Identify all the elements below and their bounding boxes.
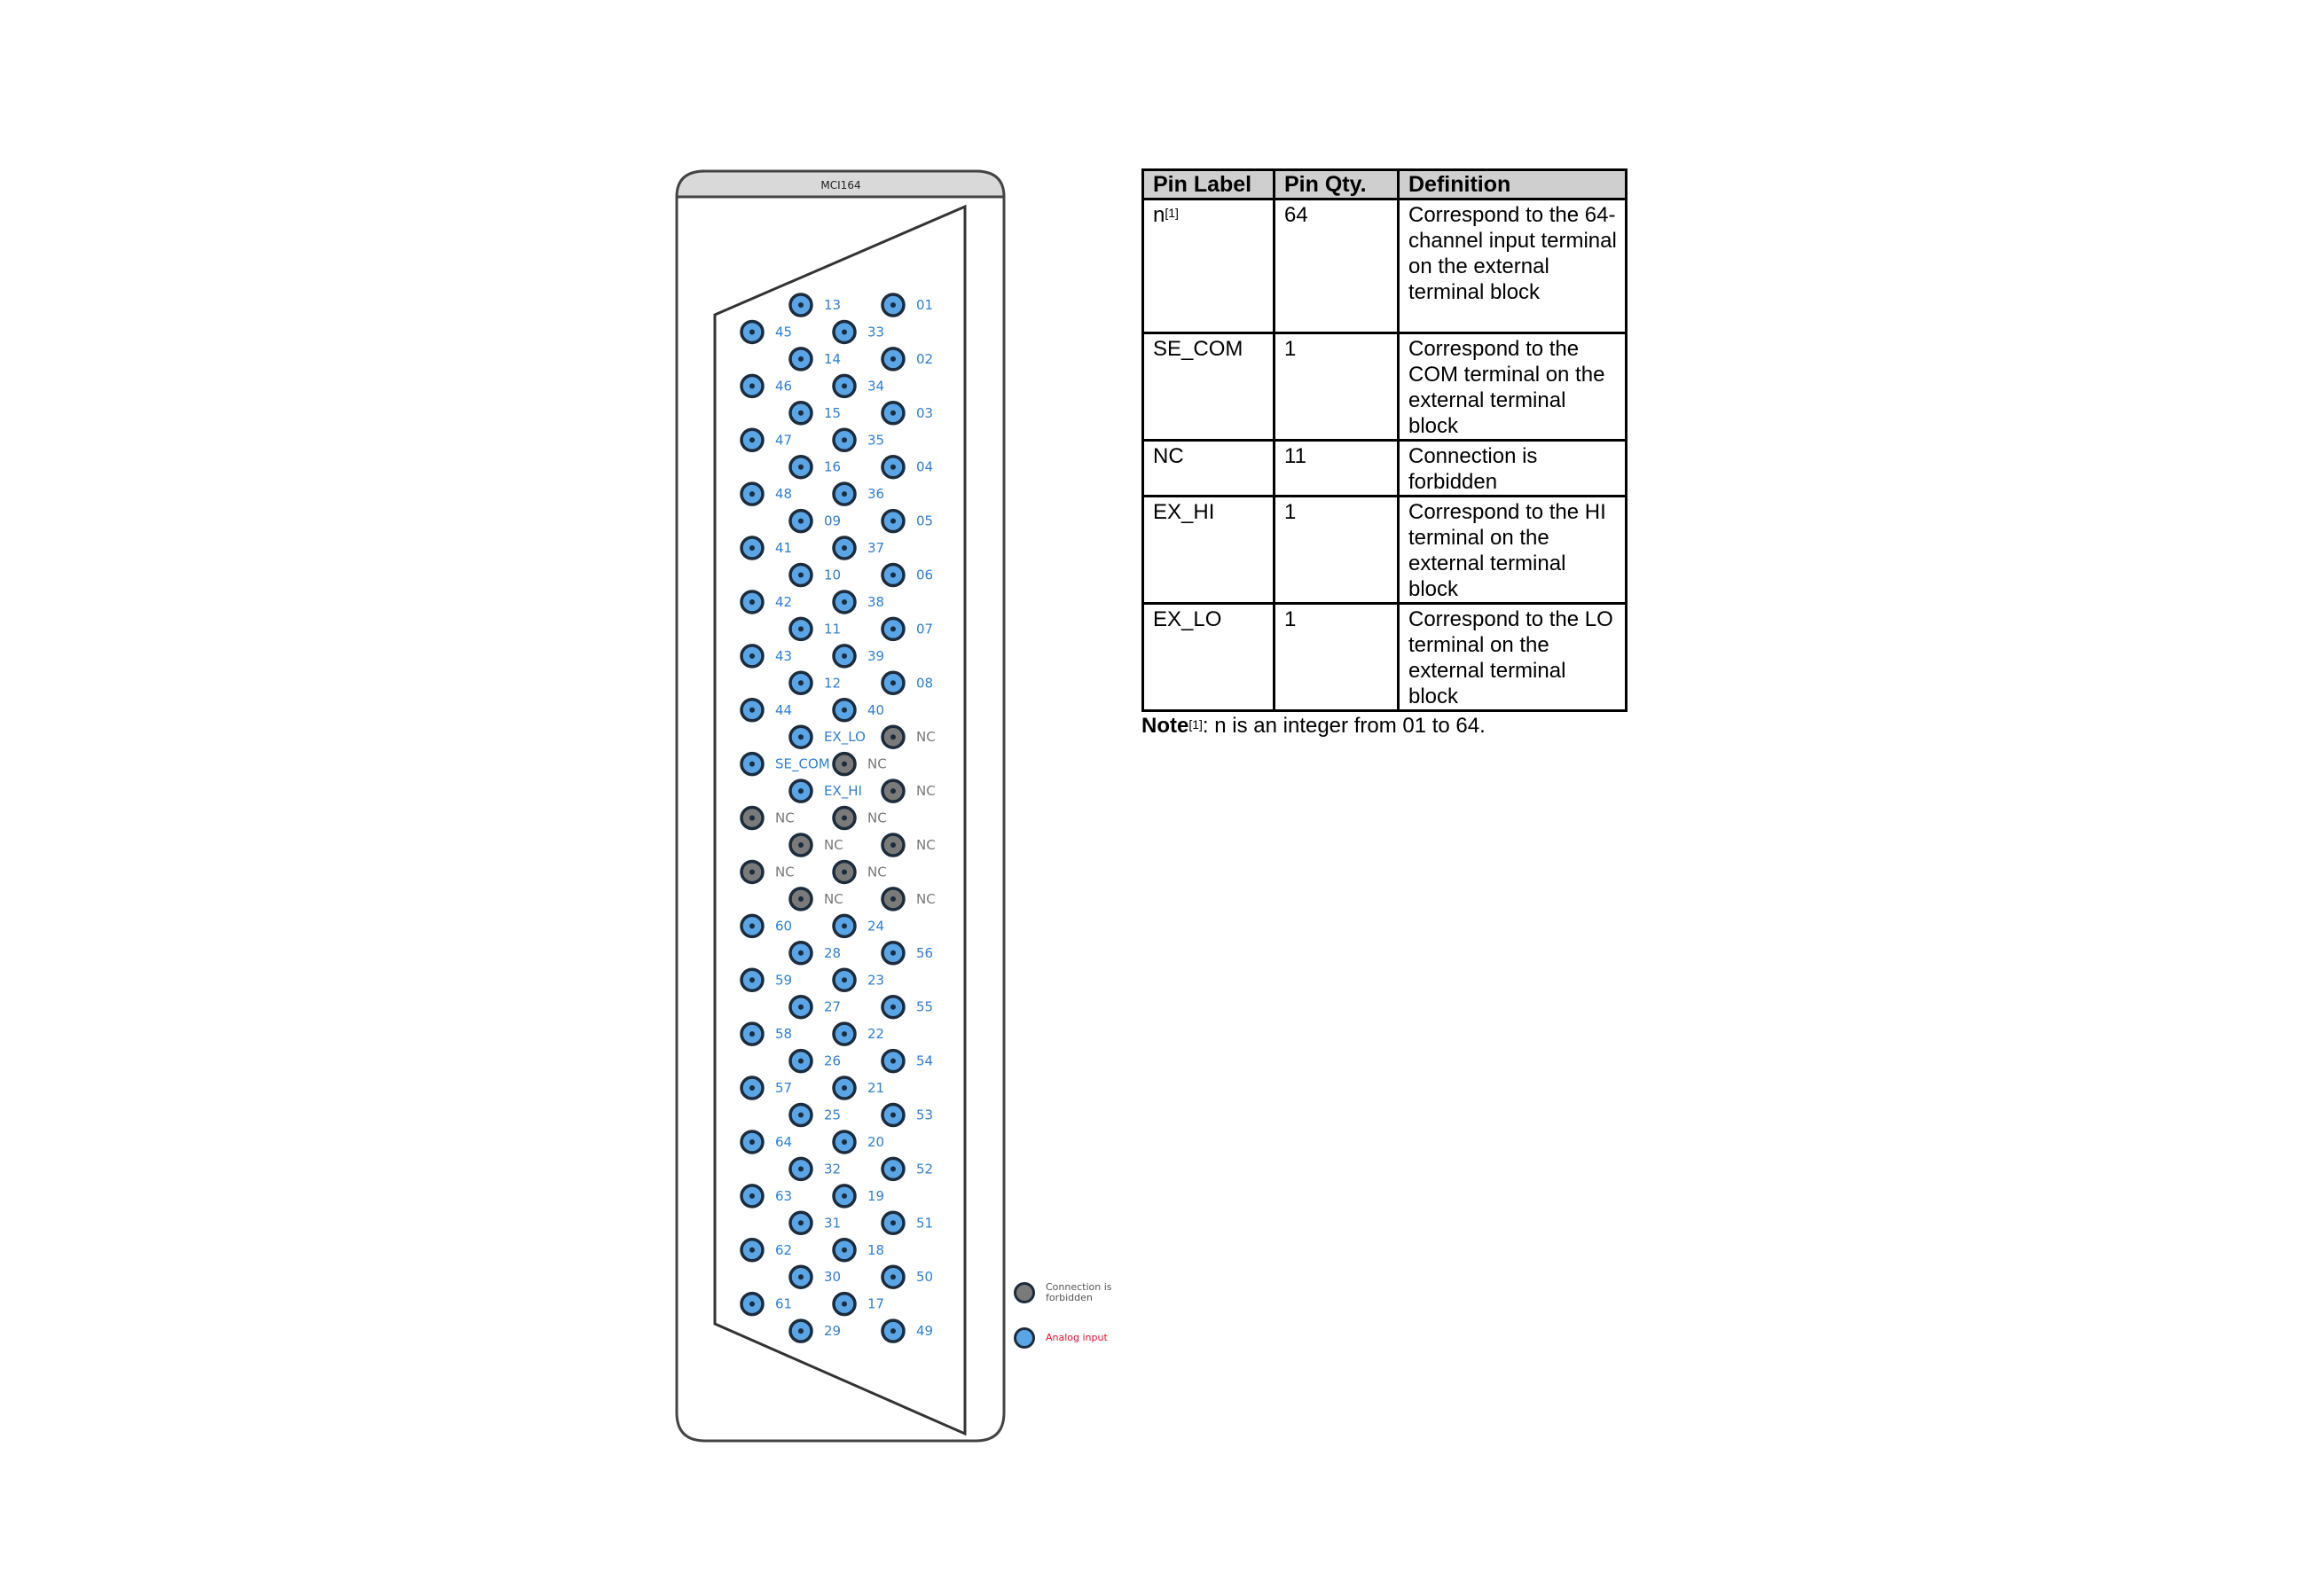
pin-label: NC	[867, 864, 887, 880]
table-header-row	[1143, 170, 1627, 200]
pin-center	[842, 599, 847, 605]
pin-center	[749, 491, 755, 497]
pin-label: 52	[916, 1161, 934, 1177]
pin-center	[798, 1059, 804, 1064]
pin-label: 42	[775, 593, 793, 610]
pin-label: 32	[824, 1161, 842, 1177]
pin-label: 49	[916, 1323, 934, 1340]
pin-label: 21	[867, 1080, 885, 1097]
pin-label: 40	[867, 701, 885, 718]
pin-label: 05	[916, 512, 934, 529]
pin-center	[798, 1005, 804, 1010]
cell-definition: Connection is forbidden	[1399, 441, 1627, 497]
pin-center	[842, 1085, 847, 1091]
pin-center	[890, 951, 896, 956]
pin-center	[749, 383, 755, 388]
pin-label: 64	[775, 1133, 793, 1150]
pin-center	[749, 1248, 755, 1253]
pin-label: NC	[824, 837, 843, 853]
cell-definition: Correspond to the HI terminal on the external terminal block	[1399, 497, 1627, 604]
pin-center	[842, 383, 847, 388]
cell-definition: Correspond to the 64-channel input terminal on the external terminal block	[1399, 200, 1627, 333]
pin-center	[842, 1193, 847, 1199]
pin-label: 62	[775, 1241, 793, 1258]
pin-center	[890, 1166, 896, 1171]
pin-center	[890, 1220, 896, 1225]
pin-center	[890, 356, 896, 362]
table-row	[1143, 333, 1627, 441]
pin-label: 57	[775, 1080, 793, 1097]
pin-definition-table-wrap	[1141, 168, 1625, 739]
pin-center	[798, 1166, 804, 1171]
pin-center	[798, 734, 804, 739]
pin-center	[890, 788, 896, 794]
pin-label: NC	[775, 864, 795, 880]
pin-center	[890, 465, 896, 470]
cell-pin-label: EX_HI	[1143, 497, 1275, 604]
pin-label: 07	[916, 621, 934, 638]
pin-label: 06	[916, 567, 934, 583]
pin-label: 58	[775, 1026, 793, 1043]
pin-center	[842, 762, 847, 767]
pin-label: 23	[867, 972, 885, 989]
pin-label: 24	[867, 918, 885, 935]
pin-label: NC	[867, 755, 887, 772]
pin-center	[842, 1139, 847, 1145]
cell-definition: Correspond to the COM terminal on the external terminal block	[1399, 333, 1627, 441]
pin-label: NC	[916, 837, 936, 853]
pin-center	[749, 1085, 755, 1091]
pin-center	[890, 1059, 896, 1064]
cell-pin-label: EX_LO	[1143, 604, 1275, 711]
pin-label: NC	[867, 810, 887, 826]
pin-center	[798, 896, 804, 902]
pin-center	[749, 599, 755, 605]
pin-center	[798, 1113, 804, 1118]
pin-label: 33	[867, 324, 885, 340]
pin-label: 38	[867, 593, 885, 610]
cell-pin-qty: 1	[1275, 604, 1399, 711]
pin-label: 27	[824, 998, 842, 1015]
pin-center	[890, 519, 896, 524]
pin-label: 47	[775, 432, 793, 449]
pin-label: NC	[916, 783, 936, 800]
note-label: Note	[1141, 714, 1189, 738]
cell-definition: Correspond to the LO terminal on the external terminal block	[1399, 604, 1627, 711]
pin-center	[842, 869, 847, 874]
legend-nc-label: Connection is forbidden	[1046, 1281, 1112, 1303]
note-text: : n is an integer from 01 to 64.	[1202, 714, 1486, 738]
pin-center	[749, 708, 755, 713]
pin-label: 02	[916, 350, 934, 367]
pin-center	[798, 519, 804, 524]
note-sup: [1]	[1188, 717, 1203, 732]
pin-label: 28	[824, 944, 842, 961]
header-pin-label: Pin Label	[1143, 170, 1275, 200]
pin-center	[798, 465, 804, 470]
pin-label: 31	[824, 1215, 842, 1232]
pin-label: 37	[867, 540, 885, 557]
pin-label: 22	[867, 1026, 885, 1043]
pin-center	[798, 626, 804, 631]
pin-center	[798, 788, 804, 794]
pin-center	[842, 816, 847, 821]
cell-pin-label: NC	[1143, 441, 1275, 497]
pin-label: 30	[824, 1269, 842, 1286]
pin-label: 61	[775, 1295, 793, 1312]
pin-label: EX_HI	[824, 783, 862, 800]
pin-center	[749, 1139, 755, 1145]
pin-center	[890, 411, 896, 416]
pin-center	[798, 1328, 804, 1334]
legend-nc	[1014, 1282, 1134, 1303]
pin-label: 08	[916, 675, 934, 692]
pin-label: 25	[824, 1107, 842, 1123]
pin-center	[749, 329, 755, 334]
pin-center	[798, 356, 804, 362]
pin-center	[890, 1274, 896, 1279]
pin-center	[842, 653, 847, 659]
pin-center	[798, 951, 804, 956]
pin-label: 14	[824, 350, 842, 367]
pin-center	[749, 869, 755, 874]
pin-center	[798, 1220, 804, 1225]
pin-label: 17	[867, 1295, 885, 1312]
cell-pin-qty: 1	[1275, 497, 1399, 604]
pin-center	[749, 977, 755, 982]
pin-center	[749, 816, 755, 821]
pin-center	[749, 762, 755, 767]
pin-label: 55	[916, 998, 934, 1015]
pin-label: 54	[916, 1052, 934, 1069]
pin-label: 04	[916, 458, 934, 475]
pin-label: 39	[867, 647, 885, 664]
pin-center	[842, 545, 847, 551]
cell-pin-label: SE_COM	[1143, 333, 1275, 441]
pin-label: 56	[916, 944, 934, 961]
pin-label: 34	[867, 378, 885, 395]
pin-label: 26	[824, 1052, 842, 1069]
cell-pin-qty: 1	[1275, 333, 1399, 441]
pin-center	[842, 329, 847, 334]
pin-label: NC	[775, 810, 795, 826]
pin-center	[842, 708, 847, 713]
pin-center	[842, 923, 847, 928]
pin-center	[798, 1274, 804, 1279]
pin-center	[890, 1328, 896, 1334]
pin-center	[842, 491, 847, 497]
pin-center	[798, 411, 804, 416]
pin-center	[842, 1248, 847, 1253]
pin-label: 60	[775, 918, 793, 935]
pin-center	[749, 923, 755, 928]
table-row	[1143, 604, 1627, 711]
table-row	[1143, 200, 1627, 333]
pin-label: 44	[775, 701, 793, 718]
pin-label: SE_COM	[775, 755, 830, 772]
header-definition: Definition	[1399, 170, 1627, 200]
pin-center	[890, 842, 896, 848]
pin-center	[890, 1005, 896, 1010]
pin-center	[798, 302, 804, 308]
pin-center	[890, 680, 896, 685]
pin-center	[890, 1113, 896, 1118]
pin-center	[842, 1031, 847, 1037]
pin-label: NC	[916, 890, 936, 907]
pin-label: 29	[824, 1323, 842, 1340]
pin-center	[890, 573, 896, 578]
pin-label: 19	[867, 1187, 885, 1204]
pin-label: 15	[824, 404, 842, 421]
pin-center	[798, 573, 804, 578]
cell-pin-qty: 64	[1275, 200, 1399, 333]
pin-center	[798, 680, 804, 685]
pin-label: EX_LO	[824, 729, 866, 746]
pin-label: 43	[775, 647, 793, 664]
legend-nc-dot	[1014, 1282, 1035, 1303]
legend-analog-label: Analog input	[1046, 1332, 1108, 1343]
legend-analog	[1014, 1327, 1134, 1349]
pin-label: 10	[824, 567, 842, 583]
pin-center	[890, 302, 896, 308]
cell-pin-qty: 11	[1275, 441, 1399, 497]
pin-label: 45	[775, 324, 793, 340]
pin-label: 12	[824, 675, 842, 692]
connector-title: MCI164	[820, 179, 861, 192]
table-row	[1143, 497, 1627, 604]
pin-label: 63	[775, 1187, 793, 1204]
pin-center	[749, 1302, 755, 1307]
pin-center	[749, 1031, 755, 1037]
pin-label: 11	[824, 621, 842, 638]
pin-center	[890, 626, 896, 631]
legend-analog-dot	[1014, 1327, 1035, 1349]
pin-label: 18	[867, 1241, 885, 1258]
pin-center	[842, 437, 847, 442]
pin-label: 51	[916, 1215, 934, 1232]
pin-center	[749, 653, 755, 659]
pin-center	[749, 437, 755, 442]
pin-center	[842, 977, 847, 982]
pin-definition-table	[1141, 168, 1628, 712]
pin-center	[890, 734, 896, 739]
header-pin-qty: Pin Qty.	[1275, 170, 1399, 200]
pin-center	[842, 1302, 847, 1307]
pin-label: 53	[916, 1107, 934, 1123]
pin-center	[798, 842, 804, 848]
table-row	[1143, 441, 1627, 497]
pin-label: NC	[824, 890, 843, 907]
cell-pin-label: n[1]	[1143, 200, 1275, 333]
pin-label: 36	[867, 486, 885, 503]
pin-label: 13	[824, 297, 842, 313]
pin-label: 01	[916, 297, 934, 313]
pin-label: 46	[775, 378, 793, 395]
pin-label: 50	[916, 1269, 934, 1286]
pin-label: NC	[916, 729, 936, 746]
pin-label: 03	[916, 404, 934, 421]
pin-label: 09	[824, 512, 842, 529]
pin-center	[749, 545, 755, 551]
pin-label: 41	[775, 540, 793, 557]
table-note	[1141, 714, 1625, 739]
pin-center	[890, 896, 896, 902]
pin-label: 35	[867, 432, 885, 449]
pin-center	[749, 1193, 755, 1199]
pin-label: 48	[775, 486, 793, 503]
pin-label: 16	[824, 458, 842, 475]
pin-label: 59	[775, 972, 793, 989]
pin-label: 20	[867, 1133, 885, 1150]
